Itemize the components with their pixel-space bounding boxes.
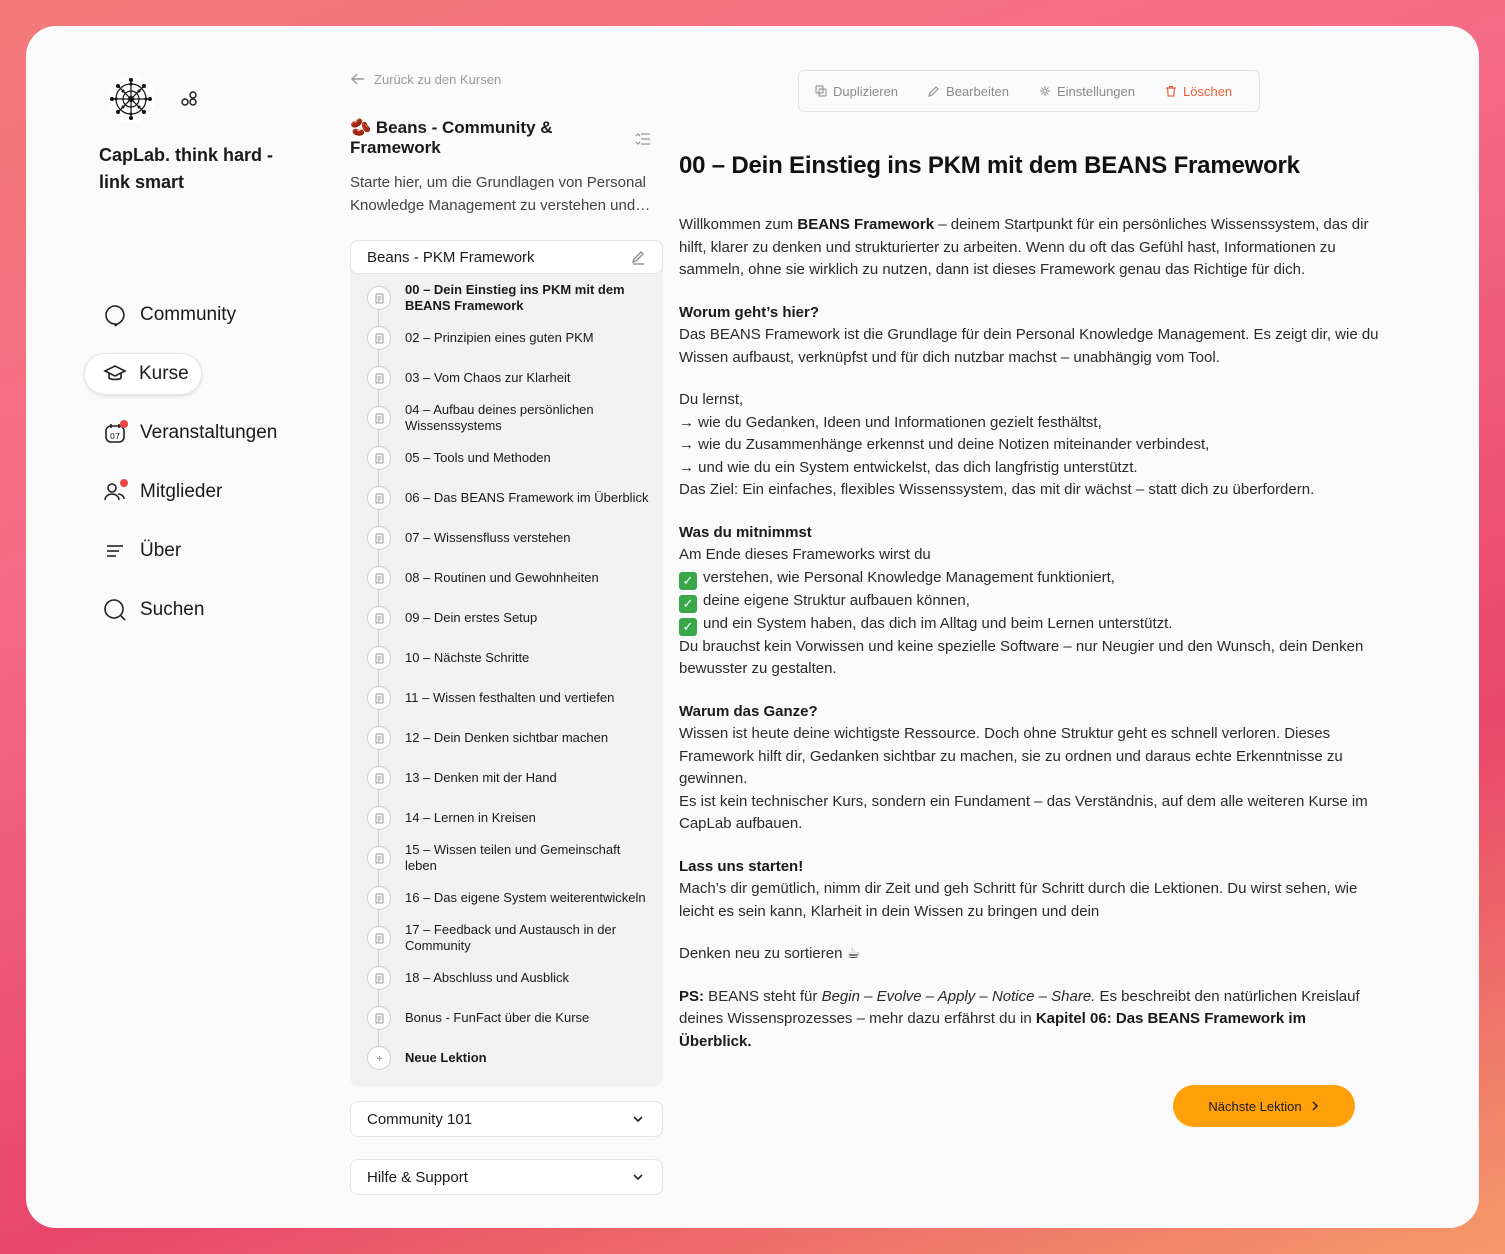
calendar-day: 07	[109, 432, 121, 441]
document-icon	[367, 686, 391, 710]
lesson-title: 00 – Dein Einstieg ins PKM mit dem BEANS Framework	[679, 152, 1300, 179]
lesson-label: Bonus - FunFact über die Kurse	[405, 1010, 590, 1025]
lesson-label: 08 – Routinen und Gewohnheiten	[405, 570, 599, 585]
lesson-item[interactable]	[350, 998, 663, 1038]
lesson-item[interactable]	[350, 678, 663, 718]
lesson-item[interactable]	[350, 438, 663, 478]
text: deine eigene Struktur aufbauen können,	[703, 591, 970, 609]
document-icon	[367, 726, 391, 750]
lesson-item[interactable]	[350, 598, 663, 638]
search-icon	[102, 597, 128, 623]
duplicate-button[interactable]	[815, 84, 898, 99]
lesson-list	[350, 274, 663, 1086]
nav-mitglieder[interactable]	[84, 471, 293, 513]
nav-label: Über	[140, 540, 182, 561]
lesson-toolbar	[798, 70, 1260, 112]
document-icon	[367, 286, 391, 310]
nav-label: Community	[140, 304, 237, 325]
back-label: Zurück zu den Kursen	[374, 71, 502, 87]
lesson-item[interactable]	[350, 958, 663, 998]
app-window	[26, 26, 1479, 1228]
checkmark-icon: ✓	[679, 618, 697, 636]
document-icon	[367, 646, 391, 670]
new-lesson-label: Neue Lektion	[405, 1050, 487, 1065]
nav-suchen[interactable]	[84, 589, 293, 631]
lesson-label: 07 – Wissensfluss verstehen	[405, 530, 571, 545]
text: Du lernst,	[679, 391, 744, 408]
edit-label: Bearbeiten	[946, 83, 1009, 99]
pencil-icon[interactable]	[630, 249, 646, 265]
document-icon	[367, 566, 391, 590]
new-lesson-button[interactable]	[350, 1038, 663, 1078]
takeaways-paragraph	[679, 522, 1379, 681]
text: und ein System haben, das dich im Alltag und beim Lernen unterstützt.	[703, 614, 1173, 632]
document-icon	[367, 326, 391, 350]
lesson-item[interactable]	[350, 758, 663, 798]
sort-paragraph	[679, 943, 1379, 966]
lesson-label: 05 – Tools und Methoden	[405, 450, 551, 465]
gear-icon	[1039, 85, 1051, 97]
arrow-left-icon	[350, 71, 366, 87]
text: Es beschreibt den natürlichen Kreislauf deines Wissensprozesses – mehr dazu erfährst du in	[679, 987, 1360, 1027]
intro-paragraph	[679, 214, 1379, 282]
lesson-label: 15 – Wissen teilen und Gemeinschaft leben	[405, 842, 621, 873]
reorder-icon[interactable]	[634, 130, 652, 148]
notification-badge	[120, 420, 128, 428]
lesson-item[interactable]	[350, 878, 663, 918]
start-paragraph	[679, 856, 1379, 924]
lesson-item[interactable]	[350, 518, 663, 558]
why-paragraph	[679, 701, 1379, 836]
plus-icon	[367, 1046, 391, 1070]
section-title: Hilfe & Support	[367, 1168, 468, 1186]
pencil-icon	[928, 85, 940, 97]
lesson-item[interactable]	[350, 558, 663, 598]
text: Es ist kein technischer Kurs, sondern ein Fundament – das Verständnis, auf dem alle weiteren Kurse im CapLab aufbauen.	[679, 792, 1368, 832]
document-icon	[367, 406, 391, 430]
document-icon	[367, 606, 391, 630]
lesson-item[interactable]	[350, 718, 663, 758]
text: Du brauchst kein Vorwissen und keine spezielle Software – nur Neugier und den Wunsch, dein Denken bewusster zu gestalten.	[679, 637, 1364, 677]
section-title: Beans - PKM Framework	[367, 248, 535, 266]
lesson-item[interactable]	[350, 918, 663, 958]
text: Willkommen zum	[679, 216, 798, 233]
lesson-content	[679, 26, 1379, 1228]
document-icon	[367, 486, 391, 510]
nav-label: Suchen	[140, 599, 205, 620]
calendar-icon	[102, 420, 128, 446]
document-icon	[367, 766, 391, 790]
subheading: Was du mitnimmst	[679, 523, 812, 541]
settings-button[interactable]	[1039, 84, 1135, 99]
lesson-item[interactable]	[350, 838, 663, 878]
nav-ueber[interactable]	[84, 530, 293, 572]
copy-icon	[815, 85, 827, 97]
checkmark-icon: ✓	[679, 595, 697, 613]
lesson-body	[679, 214, 1379, 1073]
course-outline	[350, 26, 664, 1228]
lesson-label: 18 – Abschluss und Ausblick	[405, 970, 570, 985]
delete-label: Löschen	[1183, 83, 1233, 99]
subheading: Warum das Ganze?	[679, 702, 818, 720]
document-icon	[367, 886, 391, 910]
italic-text: Begin – Evolve – Apply – Notice – Share.	[821, 987, 1096, 1005]
chevron-right-icon	[1310, 1101, 1320, 1111]
course-description: Starte hier, um die Grundlagen von Personal Knowledge Management zu verstehen und…	[350, 174, 651, 214]
edit-button[interactable]	[928, 84, 1009, 99]
nav-kurse[interactable]	[84, 353, 202, 395]
chat-bubble-icon	[102, 302, 128, 328]
subheading: Lass uns starten!	[679, 857, 804, 875]
document-icon	[367, 966, 391, 990]
checkmark-icon: ✓	[679, 572, 697, 590]
notification-badge	[120, 479, 128, 487]
text: → wie du Gedanken, Ideen und Informationen gezielt festhältst,	[679, 413, 1102, 431]
text: → und wie du ein System entwickelst, das dich langfristig unterstützt.	[679, 458, 1138, 476]
text: verstehen, wie Personal Knowledge Management funktioniert,	[703, 568, 1115, 586]
section-community-101[interactable]	[350, 1101, 663, 1137]
section-header[interactable]	[350, 240, 663, 274]
learn-paragraph	[679, 389, 1379, 502]
duplicate-label: Duplizieren	[833, 83, 899, 99]
lesson-label: 11 – Wissen festhalten und vertiefen	[405, 690, 615, 705]
lesson-label: 13 – Denken mit der Hand	[405, 770, 557, 785]
switch-community-icon[interactable]	[180, 90, 198, 108]
trash-icon	[1165, 85, 1177, 97]
bold-text: PS:	[679, 987, 705, 1005]
lesson-item[interactable]	[350, 638, 663, 678]
text: → wie du Zusammenhänge erkennst und deine Notizen miteinander verbindest,	[679, 436, 1210, 453]
lesson-label: 02 – Prinzipien eines guten PKM	[405, 330, 594, 345]
lines-icon	[102, 538, 128, 564]
lesson-item[interactable]	[350, 478, 663, 518]
lesson-label: 00 – Dein Einstieg ins PKM mit dem BEANS Framework	[405, 282, 625, 313]
lesson-label: 04 – Aufbau deines persönlichen Wissenssystems	[405, 402, 594, 433]
text: Wissen ist heute deine wichtigste Ressource. Doch ohne Struktur geht es schnell verloren. Dieses Framework hilft dir, Gedanken sichtbar zu machen, sie zu ordnen und daraus echte Erkenntnisse zu gewinnen.	[679, 725, 1343, 787]
section-title: Community 101	[367, 1110, 473, 1128]
nav-label: Veranstaltungen	[140, 422, 278, 443]
document-icon	[367, 1006, 391, 1030]
lesson-label: 03 – Vom Chaos zur Klarheit	[405, 370, 571, 385]
nav-community[interactable]	[84, 294, 293, 336]
about-paragraph	[679, 302, 1379, 370]
bold-text: BEANS Framework	[797, 216, 935, 233]
section-hilfe-support[interactable]	[350, 1159, 663, 1195]
nav-label: Kurse	[139, 363, 189, 384]
next-lesson-button[interactable]	[1173, 1085, 1355, 1127]
lesson-item[interactable]	[350, 278, 663, 318]
graduation-cap-icon	[103, 361, 127, 387]
nav-veranstaltungen[interactable]	[84, 412, 293, 454]
text: BEANS steht für	[704, 987, 822, 1005]
settings-label: Einstellungen	[1056, 83, 1135, 99]
lesson-item[interactable]	[350, 358, 663, 398]
network-logo-icon[interactable]	[106, 74, 156, 124]
lesson-label: 06 – Das BEANS Framework im Überblick	[405, 490, 649, 505]
text: Mach’s dir gemütlich, nimm dir Zeit und geh Schritt für Schritt durch die Lektionen. Du wirst sehen, wie leicht es sein kann, Klarheit in dein Wissen zu bringen und dein	[679, 880, 1358, 920]
lesson-label: 10 – Nächste Schritte	[405, 650, 530, 665]
document-icon	[367, 446, 391, 470]
document-icon	[367, 926, 391, 950]
bold-text: Kapitel 06: Das BEANS Framework im Überblick.	[679, 1010, 1306, 1050]
chevron-down-icon	[630, 1111, 646, 1127]
text: Das Ziel: Ein einfaches, flexibles Wissenssystem, das mit dir wächst – statt dich zu überfordern.	[679, 481, 1315, 498]
lesson-label: 14 – Lernen in Kreisen	[405, 810, 536, 825]
lesson-item[interactable]	[350, 318, 663, 358]
text: Am Ende dieses Frameworks wirst du	[679, 546, 931, 563]
users-icon	[102, 479, 128, 505]
sidebar	[26, 26, 336, 1228]
lesson-label: 16 – Das eigene System weiterentwickeln	[405, 890, 646, 905]
text: Das BEANS Framework ist die Grundlage für dein Personal Knowledge Management. Es zeigt dir, wie du Wissen aufbaust, verknüpfst und für dich nutzbar machst – unabhängig vom Tool.	[679, 326, 1379, 366]
lesson-label: 17 – Feedback und Austausch in der Community	[405, 922, 617, 953]
nav-label: Mitglieder	[140, 481, 223, 502]
document-icon	[367, 526, 391, 550]
document-icon	[367, 846, 391, 870]
document-icon	[367, 806, 391, 830]
text: Denken neu zu sortieren ☕	[679, 945, 861, 962]
chevron-down-icon	[630, 1169, 646, 1185]
delete-button[interactable]	[1165, 84, 1232, 99]
document-icon	[367, 366, 391, 390]
lesson-label: 12 – Dein Denken sichtbar machen	[405, 730, 609, 745]
next-lesson-label: Nächste Lektion	[1208, 1098, 1302, 1114]
main-nav	[84, 294, 293, 648]
section-beans-pkm	[350, 240, 663, 1086]
back-to-courses-link[interactable]	[350, 71, 501, 87]
text: – deinem Startpunkt für ein persönliches Wissenssystem, das dir hilft, klarer zu denken und strukturierter zu arbeiten. Wenn du oft das Gefühl hast, Informationen zu sammeln, ohne sie wirklich zu nutzen, dann ist dieses Framework genau das Richtige für dich.	[679, 216, 1369, 278]
lesson-item[interactable]	[350, 398, 663, 438]
ps-paragraph	[679, 986, 1379, 1054]
community-name: CapLab. think hard - link smart	[99, 145, 274, 192]
lesson-item[interactable]	[350, 798, 663, 838]
lesson-label: 09 – Dein erstes Setup	[405, 610, 538, 625]
course-title: 🫘 Beans - Community & Framework	[350, 118, 553, 157]
subheading: Worum geht’s hier?	[679, 303, 820, 321]
